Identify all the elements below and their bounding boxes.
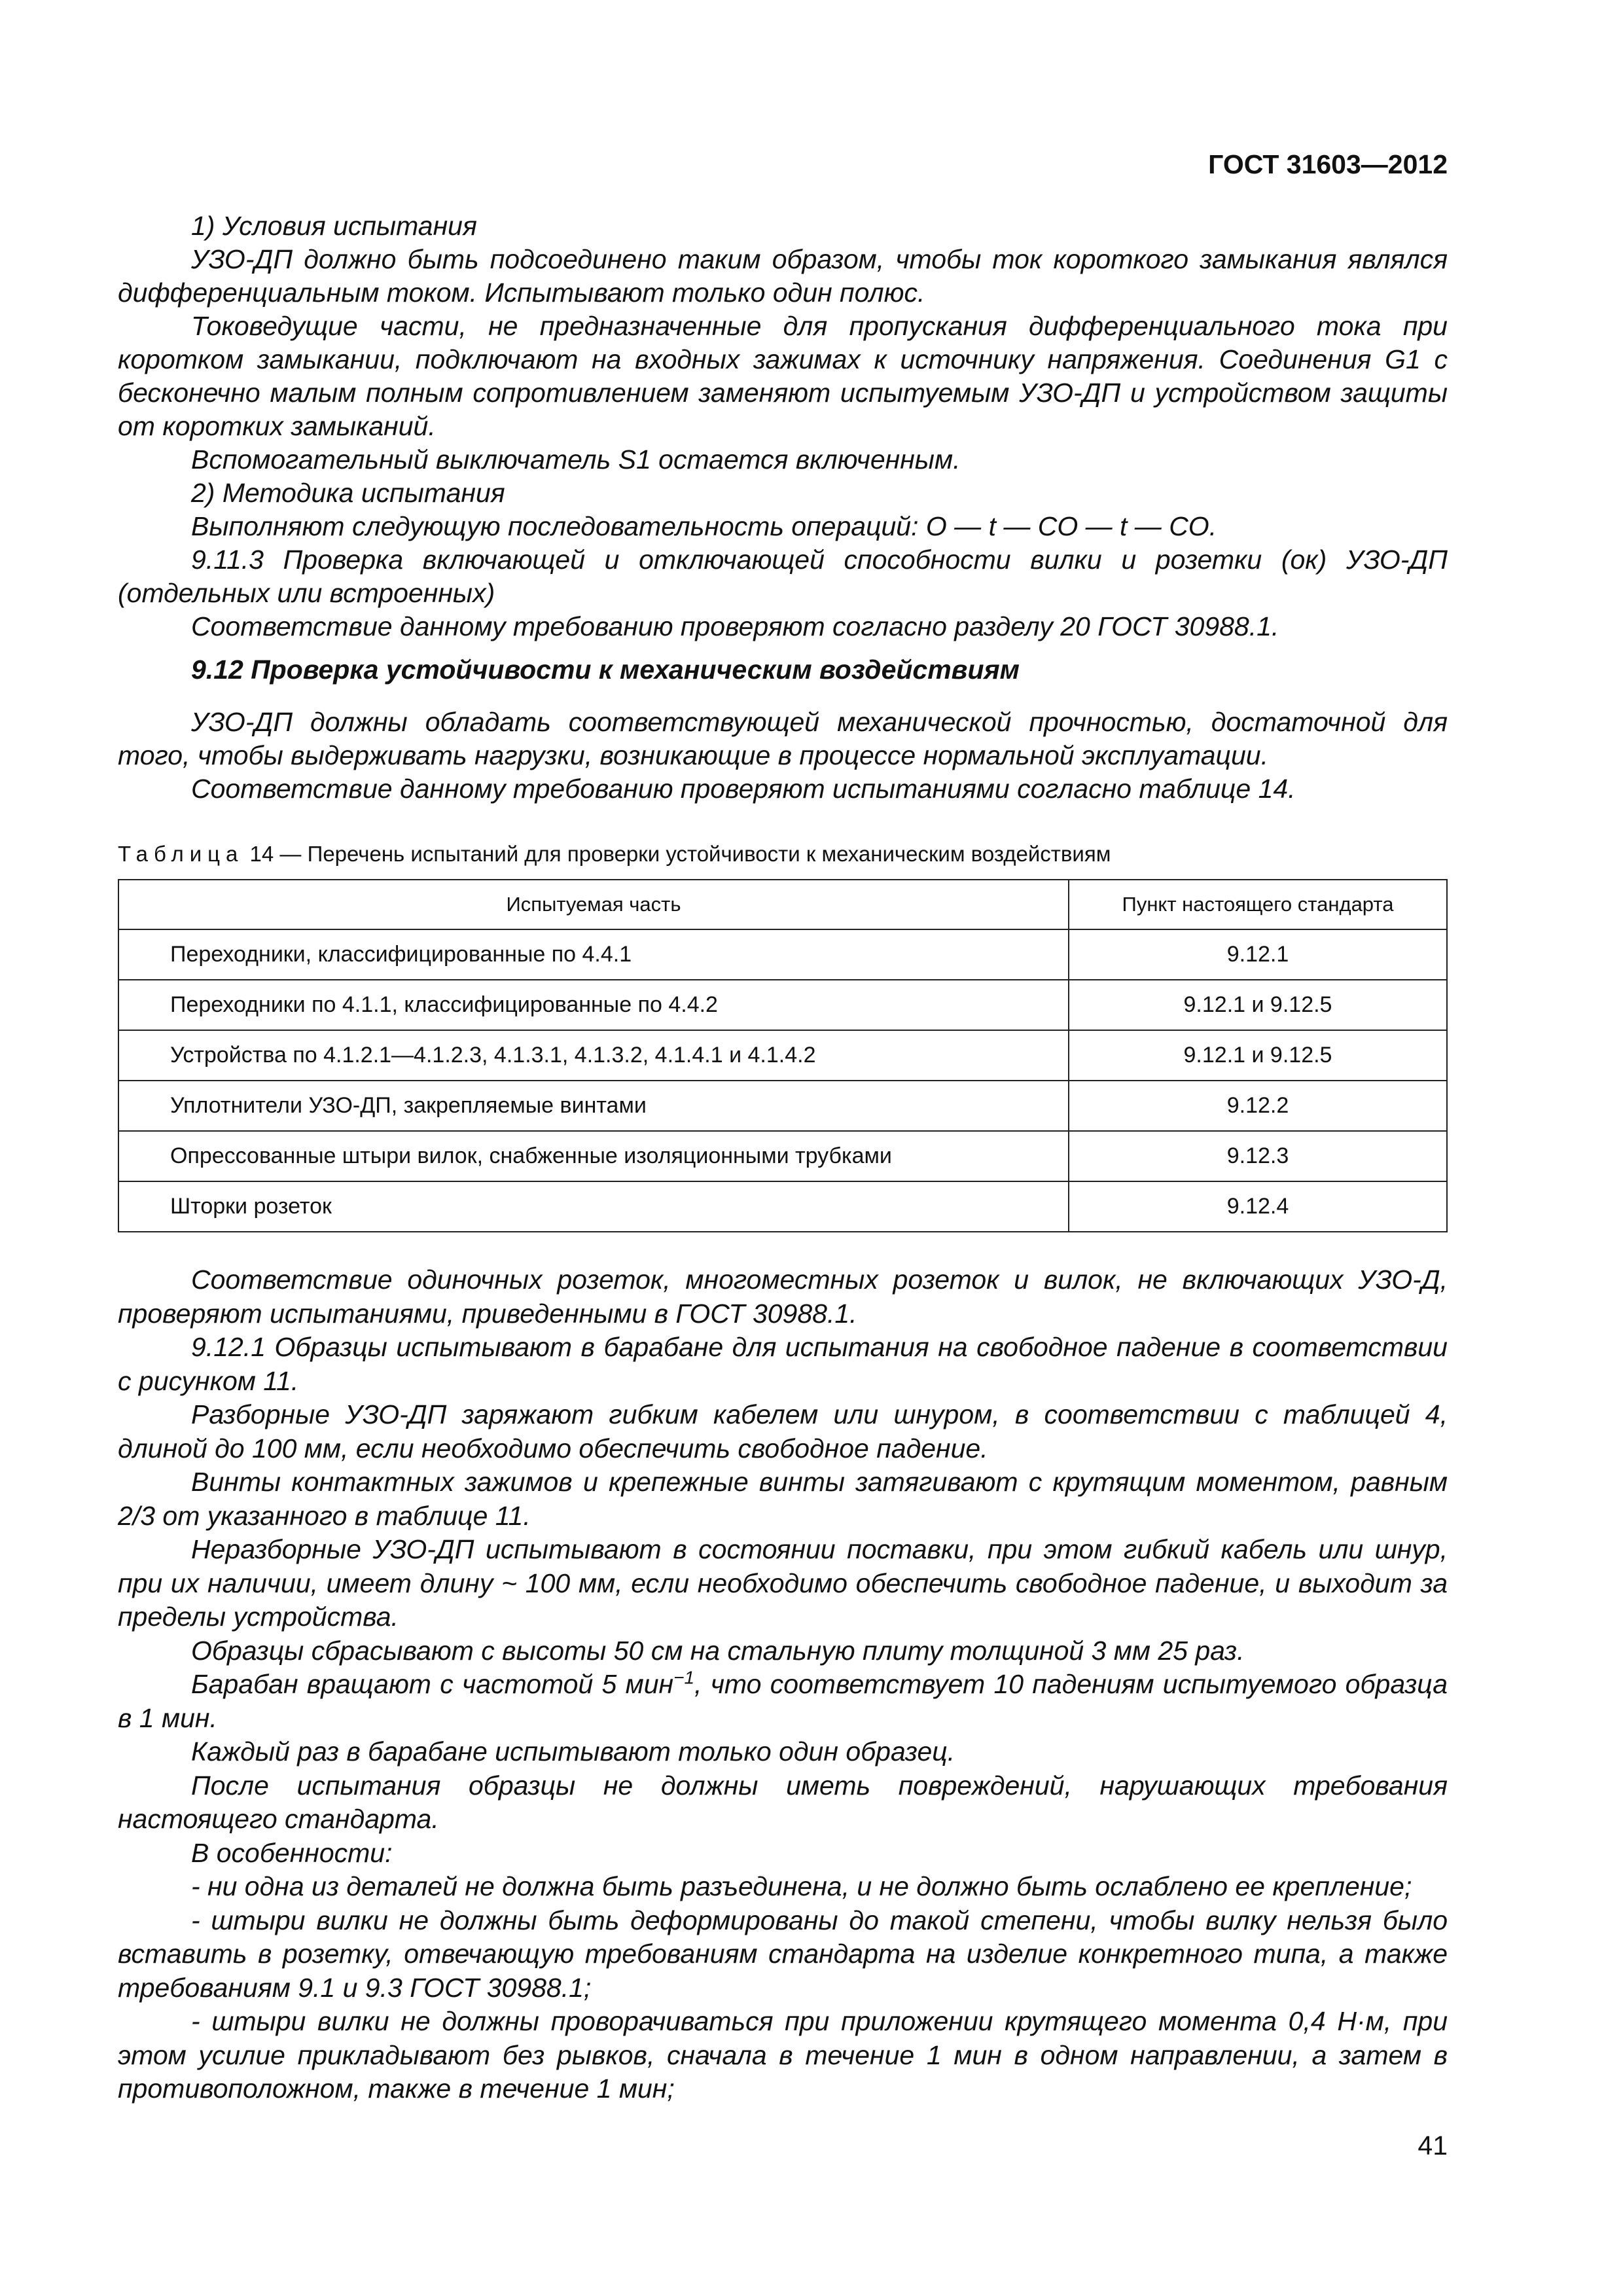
- table-cell-part: Опрессованные штыри вилок, снабженные изоляционными трубками: [118, 1131, 1069, 1181]
- table-cell-clause: 9.12.3: [1069, 1131, 1447, 1181]
- table-cell-clause: 9.12.1 и 9.12.5: [1069, 1030, 1447, 1081]
- paragraph: Винты контактных зажимов и крепежные винты затягивают с крутящим моментом, равным 2/3 от указанного в таблице 11.: [118, 1467, 1448, 1531]
- section-text-block: [118, 706, 1448, 806]
- table-cell-part: Шторки розеток: [118, 1181, 1069, 1232]
- paragraph: Соответствие одиночных розеток, многоместных розеток и вилок, не включающих УЗО-Д, проверяют испытаниями, приведенными в ГОСТ 30988.1.: [118, 1265, 1448, 1329]
- paragraph: Токоведущие части, не предназначенные для пропускания дифференциального тока при коротком замыкании, подключают на входных зажимах к источнику напряжения. Соединения G1 с бесконечно малым полным сопротивлением заменяют испытуемым УЗО-ДП и устройством защиты от коротких замыканий.: [118, 311, 1448, 441]
- column-header-part: Испытуемая часть: [118, 880, 1069, 929]
- paragraph: Соответствие данному требованию проверяют согласно разделу 20 ГОСТ 30988.1.: [191, 611, 1279, 641]
- paragraph: 2) Методика испытания: [191, 478, 505, 508]
- section-heading: 9.12 Проверка устойчивости к механическим воздействиям: [191, 655, 1020, 685]
- paragraph: УЗО-ДП должно быть подсоединено таким образом, чтобы ток короткого замыкания являлся дифференциальным током. Испытывают только один полюс.: [118, 244, 1448, 308]
- paragraph: Образцы сбрасывают с высоты 50 см на стальную плиту толщиной 3 мм 25 раз.: [191, 1635, 1245, 1666]
- drum-text-exponent: −1: [673, 1667, 695, 1688]
- paragraph: Соответствие данному требованию проверяют испытаниями согласно таблице 14.: [191, 774, 1296, 804]
- paragraph: В особенности:: [191, 1837, 393, 1868]
- paragraph: 9.12.1 Образцы испытывают в барабане для испытания на свободное падение в соответствии с рисунком 11.: [118, 1332, 1448, 1396]
- table-header-row: [118, 880, 1447, 929]
- table-cell-clause: 9.12.1: [1069, 929, 1447, 980]
- table-row: [118, 1131, 1447, 1181]
- table-cell-part: Переходники по 4.1.1, классифицированные по 4.4.2: [118, 980, 1069, 1030]
- table-row: [118, 929, 1447, 980]
- paragraph: Разборные УЗО-ДП заряжают гибким кабелем или шнуром, в соответствии с таблицей 4, длиной до 100 мм, если необходимо обеспечить свободное падение.: [118, 1399, 1448, 1463]
- table-cell-part: Переходники, классифицированные по 4.4.1: [118, 929, 1069, 980]
- column-header-clause: Пункт настоящего стандарта: [1069, 880, 1447, 929]
- table-caption: [118, 842, 1111, 867]
- paragraph: 1) Условия испытания: [191, 211, 477, 241]
- table-cell-clause: 9.12.4: [1069, 1181, 1447, 1232]
- standard-header: ГОСТ 31603—2012: [1208, 149, 1448, 179]
- table-caption-text: 14 — Перечень испытаний для проверки устойчивости к механическим воздействиям: [243, 842, 1111, 866]
- paragraph: После испытания образцы не должны иметь повреждений, нарушающих требования настоящего стандарта.: [118, 1770, 1448, 1834]
- tests-table: [118, 879, 1448, 1232]
- page-number: 41: [1418, 2130, 1448, 2161]
- intro-text-block: [118, 209, 1448, 643]
- list-item: - ни одна из деталей не должна быть разъединена, и не должно быть ослаблено ее крепление;: [191, 1871, 1412, 1901]
- drum-text-end: , что соответствует 10 падениям испытуемого образца в 1 мин.: [118, 1669, 1448, 1733]
- list-item: - штыри вилки не должны быть деформированы до такой степени, чтобы вилку нельзя было вставить в розетку, отвечающую требованиям стандарта на изделие конкретного типа, а также требованиям 9.1 и 9.3 ГОСТ 30988.1;: [118, 1905, 1448, 2003]
- table-cell-part: Устройства по 4.1.2.1—4.1.2.3, 4.1.3.1, 4.1.3.2, 4.1.4.1 и 4.1.4.2: [118, 1030, 1069, 1081]
- list-item: - штыри вилки не должны проворачиваться при приложении крутящего момента 0,4 Н·м, при этом усилие прикладывают без рывков, сначала в течение 1 мин в одном направлении, а затем в противоположном, также в течение 1 мин;: [118, 2006, 1448, 2104]
- paragraph: Неразборные УЗО-ДП испытывают в состоянии поставки, при этом гибкий кабель или шнур, при их наличии, имеет длину ~ 100 мм, если необходимо обеспечить свободное падение, и выходит за пределы устройства.: [118, 1534, 1448, 1632]
- drum-text-start: Барабан вращают с частотой 5 мин: [191, 1669, 674, 1699]
- test-procedure-text-block: [118, 1263, 1448, 2106]
- paragraph-drum-rotation: [118, 1668, 1448, 1735]
- paragraph: Выполняют следующую последовательность операций: O — t — CO — t — CO.: [191, 511, 1217, 541]
- table-row: [118, 1030, 1447, 1081]
- table-row: [118, 1081, 1447, 1131]
- table-row: [118, 980, 1447, 1030]
- table-row: [118, 1181, 1447, 1232]
- table-cell-clause: 9.12.1 и 9.12.5: [1069, 980, 1447, 1030]
- table-caption-word: Таблица: [118, 842, 244, 866]
- paragraph: Вспомогательный выключатель S1 остается включенным.: [191, 444, 961, 475]
- paragraph: Каждый раз в барабане испытывают только один образец.: [191, 1736, 955, 1767]
- table-cell-clause: 9.12.2: [1069, 1081, 1447, 1131]
- table-cell-part: Уплотнители УЗО-ДП, закрепляемые винтами: [118, 1081, 1069, 1131]
- paragraph: 9.11.3 Проверка включающей и отключающей способности вилки и розетки (ок) УЗО-ДП (отдельных или встроенных): [118, 545, 1448, 608]
- paragraph: УЗО-ДП должны обладать соответствующей механической прочностью, достаточной для того, чтобы выдерживать нагрузки, возникающие в процессе нормальной эксплуатации.: [118, 707, 1448, 770]
